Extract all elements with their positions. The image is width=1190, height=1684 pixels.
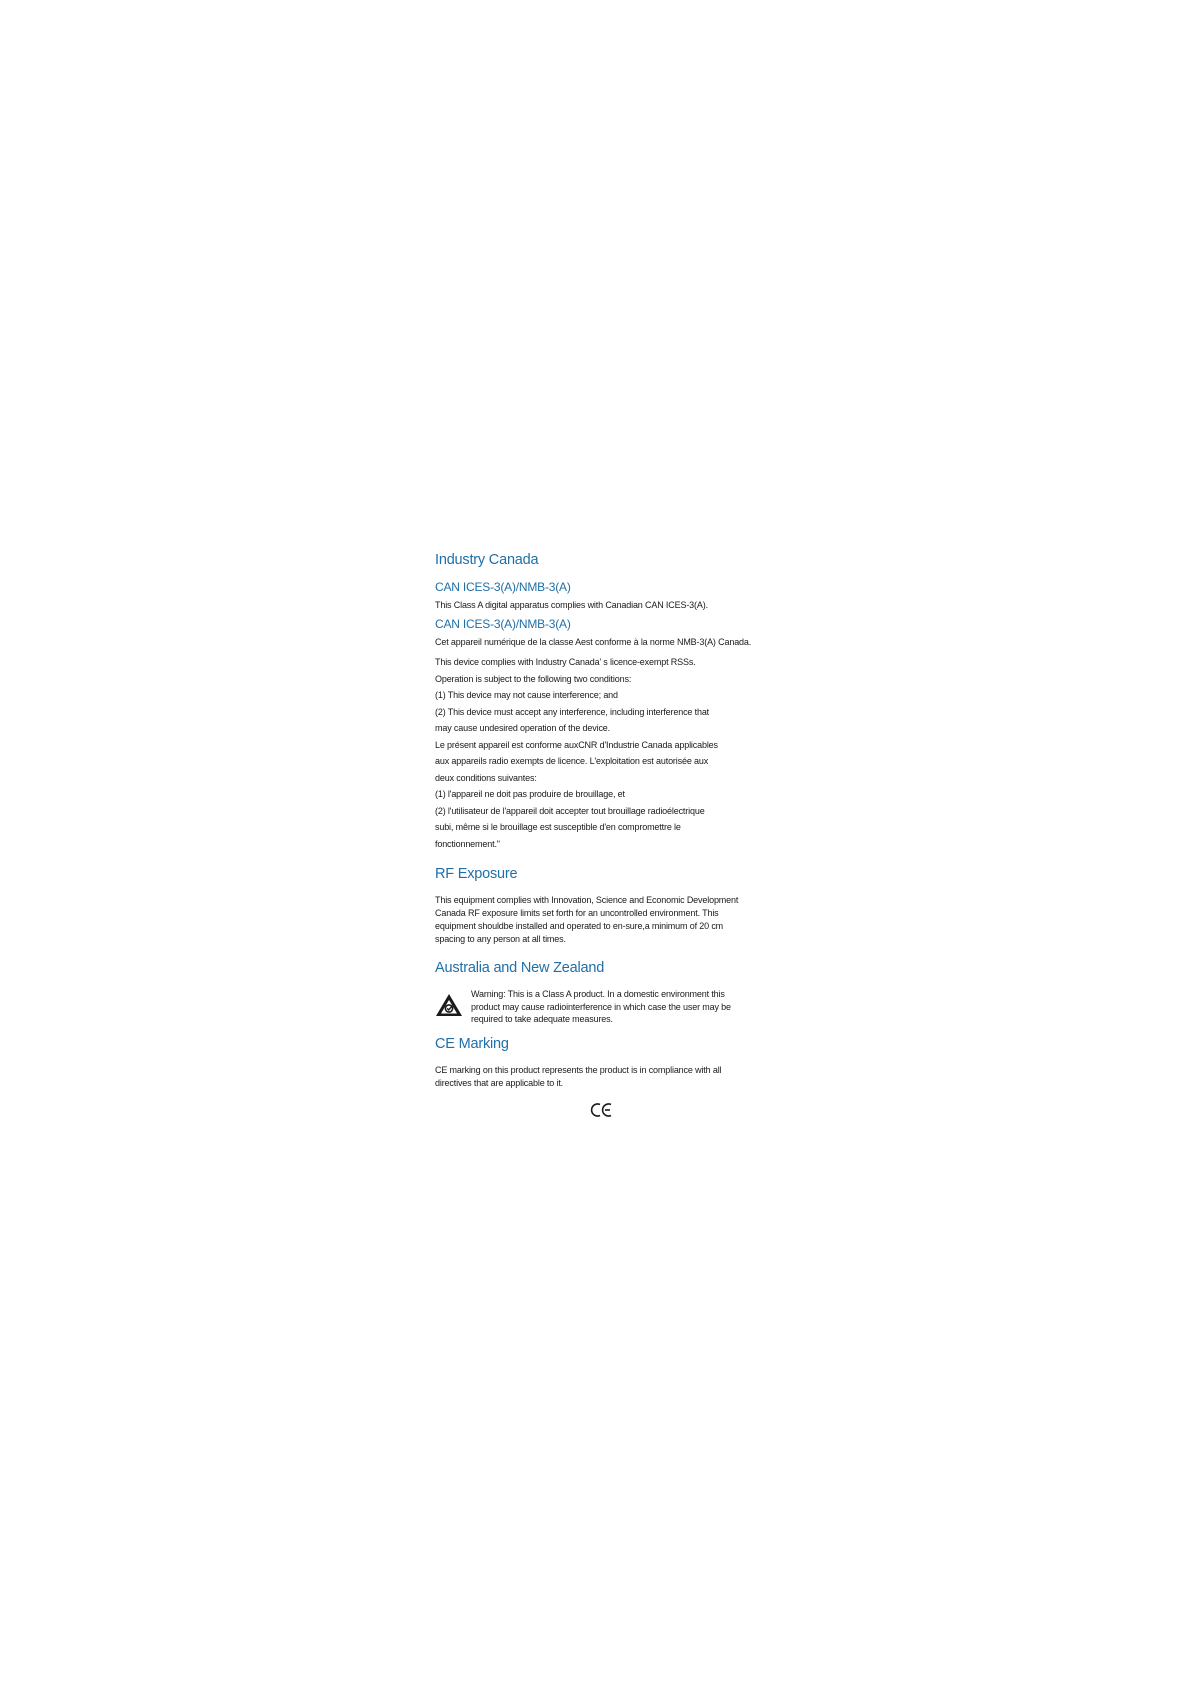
- ices-text-french: Cet appareil numérique de la classe Aest conforme à la norme NMB-3(A) Canada.: [435, 637, 752, 647]
- industry-canada-heading: Industry Canada: [435, 552, 539, 568]
- industry-canada-section: [435, 552, 755, 852]
- rss-line: fonctionnement.": [435, 838, 500, 849]
- ices-heading-french: CAN ICES-3(A)/NMB-3(A): [435, 617, 571, 631]
- rss-line: This device complies with Industry Canada’ s licence-exempt RSSs.: [435, 657, 696, 667]
- warning-row: [435, 988, 755, 1026]
- rf-exposure-section: [435, 866, 755, 946]
- rss-line: (2) This device must accept any interference, including interference that: [435, 706, 710, 717]
- rf-exposure-text: This equipment complies with Innovation, Science and Economic Development Canada RF exposure limits set forth for an uncontrolled environment. This equipment shouldbe installed and operated to en-sure,a minimum of 20 cm spacing to any person at all times.: [435, 895, 739, 944]
- rss-line: Operation is subject to the following two conditions:: [435, 673, 632, 684]
- australia-nz-section: [435, 960, 755, 1026]
- regulatory-notice: [435, 552, 755, 1118]
- rss-line: (1) This device may not cause interference; and: [435, 690, 618, 700]
- rss-line: may cause undesired operation of the device.: [435, 723, 611, 733]
- ce-marking-heading: CE Marking: [435, 1035, 509, 1052]
- australia-nz-heading: Australia and New Zealand: [435, 960, 605, 976]
- rss-line: deux conditions suivantes:: [435, 772, 537, 783]
- ce-marking-text: CE marking on this product represents the product is in compliance with all directives that are applicable to it.: [435, 1064, 722, 1088]
- ices-heading-english: CAN ICES-3(A)/NMB-3(A): [435, 580, 571, 594]
- rf-exposure-heading: RF Exposure: [435, 866, 518, 882]
- ices-text-english: This Class A digital apparatus complies with Canadian CAN ICES-3(A).: [435, 600, 708, 610]
- ce-marking-section: [435, 1036, 755, 1118]
- australia-nz-warning: Warning: This is a Class A product. In a domestic environment this product may cause radiointerference in which case the user may be required to take adequate measures.: [471, 989, 731, 1024]
- rss-line: Le présent appareil est conforme auxCNR d'Industrie Canada applicables: [435, 739, 718, 750]
- rss-line: (1) l'appareil ne doit pas produire de brouillage, et: [435, 789, 625, 799]
- rss-line: (2) l'utilisateur de l'appareil doit accepter tout brouillage radioélectrique: [435, 805, 705, 816]
- rss-line: aux appareils radio exempts de licence. L'exploitation est autorisée aux: [435, 756, 709, 766]
- rss-line: subi, même si le brouillage est susceptible d'en compromettre le: [435, 822, 681, 832]
- rcm-mark-icon: [435, 992, 463, 1018]
- ce-mark-icon: [590, 1102, 614, 1118]
